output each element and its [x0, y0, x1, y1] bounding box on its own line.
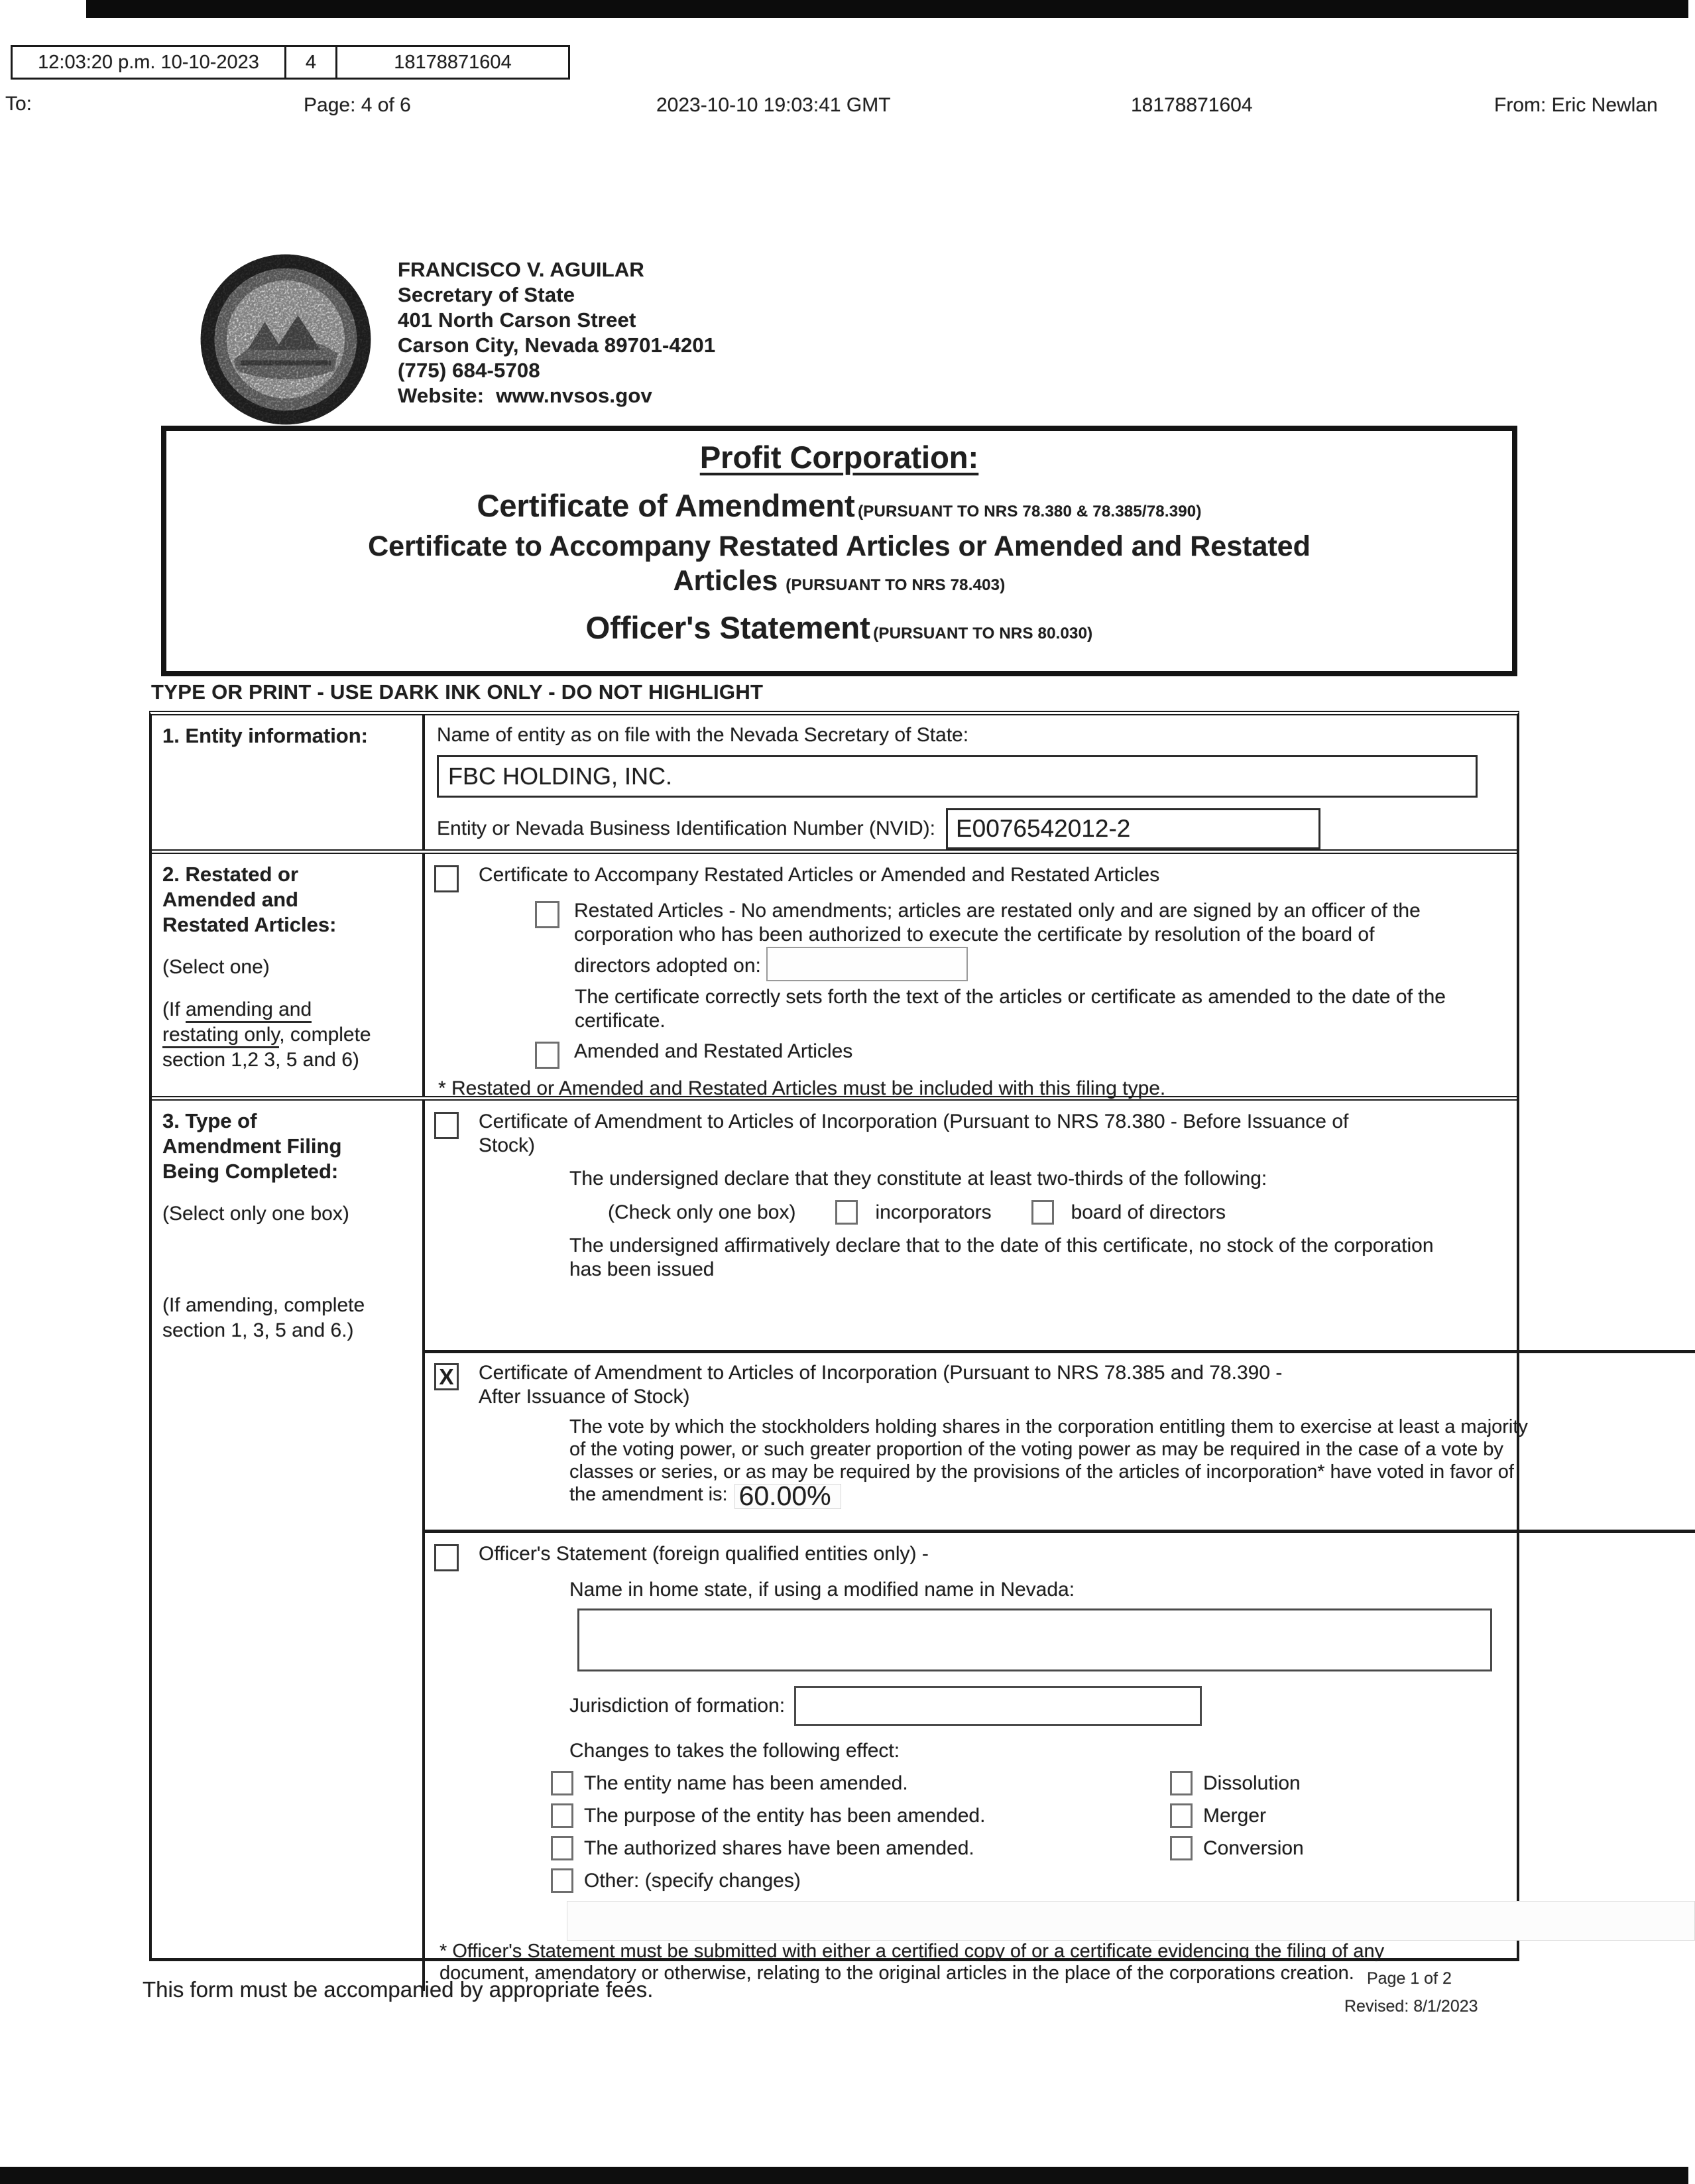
check-only-one-box-note: (Check only one box) — [608, 1201, 796, 1223]
section-3-row — [152, 1096, 1528, 1991]
merger-label: Merger — [1203, 1804, 1267, 1827]
nvid-field[interactable] — [946, 808, 1320, 849]
form-title-officers-statement: Officer's Statement — [585, 610, 870, 645]
checkbox-amended-and-restated[interactable] — [535, 1042, 559, 1069]
officers-statement-footnote: * Officer's Statement must be submitted with either a certified copy of or a certificate evidencing the filing of any document, amendatory or otherwise, relating to the original articles in the place of the corporations creation. — [439, 1941, 1385, 1984]
section-1-row — [152, 715, 1517, 849]
form-title-certificate-of-amendment: Certificate of Amendment — [477, 488, 855, 523]
change-option-row — [551, 1836, 1695, 1860]
entity-name-label: Name of entity as on file with the Nevada Secretary of State: — [437, 724, 969, 746]
authorized-shares-amended-label: The authorized shares have been amended. — [584, 1837, 974, 1859]
section-1-label-cell — [152, 715, 425, 849]
after-issuance-block — [425, 1350, 1695, 1530]
phone-number: (775) 684-5708 — [398, 359, 540, 382]
fax-to-label: To: — [5, 93, 32, 115]
fax-from-label: From: Eric Newlan — [1494, 94, 1658, 116]
fax-top-scan-bar — [86, 0, 1688, 18]
nvid-value: E0076542012-2 — [955, 815, 1131, 842]
change-option-row — [551, 1868, 1695, 1893]
form-title-box — [161, 426, 1517, 676]
accompany-restated-label: Certificate to Accompany Restated Articles or Amended and Restated Articles — [479, 864, 1160, 886]
checkbox-incorporators[interactable] — [835, 1200, 858, 1225]
fax-page-label: Page: 4 of 6 — [304, 94, 411, 116]
section-2-amend-note: (If amending and restating only, complete section 1,2 3, 5 and 6) — [162, 999, 371, 1071]
section-3-amend-note: (If amending, complete section 1, 3, 5 and 6.) — [162, 1294, 365, 1341]
form-title-note-2: (PURSUANT TO NRS 78.403) — [786, 576, 1006, 594]
website-url: www.nvsos.gov — [496, 384, 652, 407]
checkbox-other-changes[interactable] — [551, 1868, 573, 1893]
section-2-content — [425, 854, 1517, 1099]
jurisdiction-label: Jurisdiction of formation: — [569, 1695, 786, 1717]
fax-number: 18178871604 — [1131, 94, 1253, 116]
section-3-label: 3. Type of Amendment Filing Being Completed: — [162, 1109, 342, 1183]
secretary-title: Secretary of State — [398, 283, 575, 306]
declare-two-thirds-text: The undersigned declare that they constitute at least two-thirds of the following: — [569, 1168, 1267, 1189]
dissolution-label: Dissolution — [1203, 1772, 1301, 1794]
change-option-row — [551, 1803, 1695, 1828]
restated-continuation-text: The certificate correctly sets forth the text of the articles or certificate as amended to the date of the certificate. — [575, 986, 1446, 1032]
checkbox-restated-articles[interactable] — [535, 901, 559, 928]
letterhead — [398, 257, 715, 408]
conversion-label: Conversion — [1203, 1837, 1304, 1859]
entity-name-amended-label: The entity name has been amended. — [584, 1772, 908, 1794]
other-changes-label: Other: (specify changes) — [584, 1869, 801, 1892]
officers-statement-label: Officer's Statement (foreign qualified entities only) - — [479, 1543, 929, 1565]
section-3-label-cell — [152, 1101, 425, 1991]
form-title-restated-articles: Certificate to Accompany Restated Articles or Amended and Restated Articles — [368, 530, 1311, 597]
type-or-print-instruction: TYPE OR PRINT - USE DARK INK ONLY - DO NOT HIGHLIGHT — [151, 680, 764, 703]
checkbox-dissolution[interactable] — [1170, 1771, 1193, 1795]
section-1-label: 1. Entity information: — [162, 724, 368, 747]
amendment-after-stock-label: Certificate of Amendment to Articles of Incorporation (Pursuant to NRS 78.385 and 78.390 - After Issuance of Stock) — [479, 1362, 1283, 1408]
checkbox-amendment-after-stock[interactable]: X — [434, 1363, 459, 1390]
fax-datetime: 2023-10-10 19:03:41 GMT — [656, 94, 891, 116]
affirm-no-stock-text: The undersigned affirmatively declare that to the date of this certificate, no stock of the corporation has been issued — [569, 1235, 1434, 1280]
section-2-label-cell — [152, 854, 425, 1096]
vote-percentage-field[interactable]: 60.00% — [734, 1484, 841, 1509]
form-title-note-1: (PURSUANT TO NRS 78.380 & 78.385/78.390) — [858, 503, 1202, 520]
fax-stamp-fax-number: 18178871604 — [394, 51, 512, 73]
checkbox-officers-statement[interactable] — [434, 1544, 459, 1571]
section-2-footnote: * Restated or Amended and Restated Articles must be included with this filing type. — [438, 1077, 1166, 1099]
checkbox-merger[interactable] — [1170, 1803, 1193, 1828]
website-label: Website: — [398, 384, 485, 407]
checkbox-amendment-before-stock[interactable] — [434, 1112, 459, 1139]
officers-statement-block — [425, 1530, 1695, 1991]
entity-name-field[interactable] — [437, 755, 1478, 798]
nvid-label: Entity or Nevada Business Identification Number (NVID): — [437, 818, 935, 839]
fax-bottom-scan-bar — [0, 2167, 1688, 2184]
checkbox-accompany-restated[interactable] — [434, 865, 459, 892]
section-2-row — [152, 849, 1517, 1099]
fax-stamp-page-number: 4 — [286, 47, 337, 78]
revised-date: Revised: 8/1/2023 — [1344, 1997, 1478, 2016]
adopted-on-date-field[interactable] — [766, 947, 968, 981]
changes-effect-label: Changes to takes the following effect: — [569, 1740, 900, 1762]
section-2-select-note: (Select one) — [162, 956, 270, 978]
nevada-state-seal-icon — [199, 251, 373, 428]
fees-note: This form must be accompanied by appropriate fees. — [143, 1977, 654, 2002]
specify-changes-field[interactable] — [567, 1901, 1695, 1941]
form-title-note-3: (PURSUANT TO NRS 80.030) — [873, 625, 1093, 642]
section-3-content — [425, 1101, 1695, 1991]
jurisdiction-field[interactable] — [794, 1686, 1202, 1726]
form-title-profit-corporation: Profit Corporation: — [699, 440, 979, 475]
vote-paragraph: The vote by which the stockholders holding shares in the corporation entitling them to exercise at least a majority of the voting power, or such greater proportion of the voting power as may be required in the case of a vote by classes or series, or as may be required by the provisions of the articles of incorporation* have voted in favor of the amendment is: 60.00% — [569, 1416, 1528, 1511]
checkbox-entity-name-amended[interactable] — [551, 1771, 573, 1795]
board-of-directors-label: board of directors — [1071, 1201, 1226, 1223]
section-3-select-note: (Select only one box) — [162, 1203, 349, 1225]
secretary-name: FRANCISCO V. AGUILAR — [398, 258, 645, 281]
checkbox-conversion[interactable] — [1170, 1836, 1193, 1860]
fax-stamp-box — [11, 45, 570, 80]
website-line — [398, 383, 715, 408]
amended-and-restated-label: Amended and Restated Articles — [574, 1040, 853, 1062]
section-1-content — [425, 715, 1517, 849]
home-state-name-label: Name in home state, if using a modified name in Nevada: — [569, 1579, 1075, 1601]
incorporators-label: incorporators — [875, 1201, 992, 1223]
purpose-amended-label: The purpose of the entity has been amended. — [584, 1804, 986, 1827]
address-line2: Carson City, Nevada 89701-4201 — [398, 334, 716, 357]
fax-stamp-timestamp: 12:03:20 p.m. 10-10-2023 — [13, 47, 286, 78]
entity-name-value: FBC HOLDING, INC. — [448, 762, 673, 790]
address-line1: 401 North Carson Street — [398, 308, 636, 332]
page-info: Page 1 of 2 — [1367, 1969, 1452, 1988]
before-issuance-block — [425, 1101, 1695, 1350]
checkbox-authorized-shares-amended[interactable] — [551, 1836, 573, 1860]
checkbox-board-of-directors[interactable] — [1031, 1200, 1054, 1225]
home-state-name-field[interactable] — [577, 1608, 1492, 1671]
amendment-before-stock-label: Certificate of Amendment to Articles of Incorporation (Pursuant to NRS 78.380 - Before Issuance of Stock) — [479, 1111, 1349, 1156]
restated-articles-label: Restated Articles - No amendments; articles are restated only and are signed by an officer of the corporation who has been authorized to execute the certificate by resolution of the board of directors adopted on: — [574, 899, 1442, 981]
section-2-label: 2. Restated or Amended and Restated Articles: — [162, 863, 337, 936]
change-option-row — [551, 1771, 1695, 1795]
checkbox-purpose-amended[interactable] — [551, 1803, 573, 1828]
